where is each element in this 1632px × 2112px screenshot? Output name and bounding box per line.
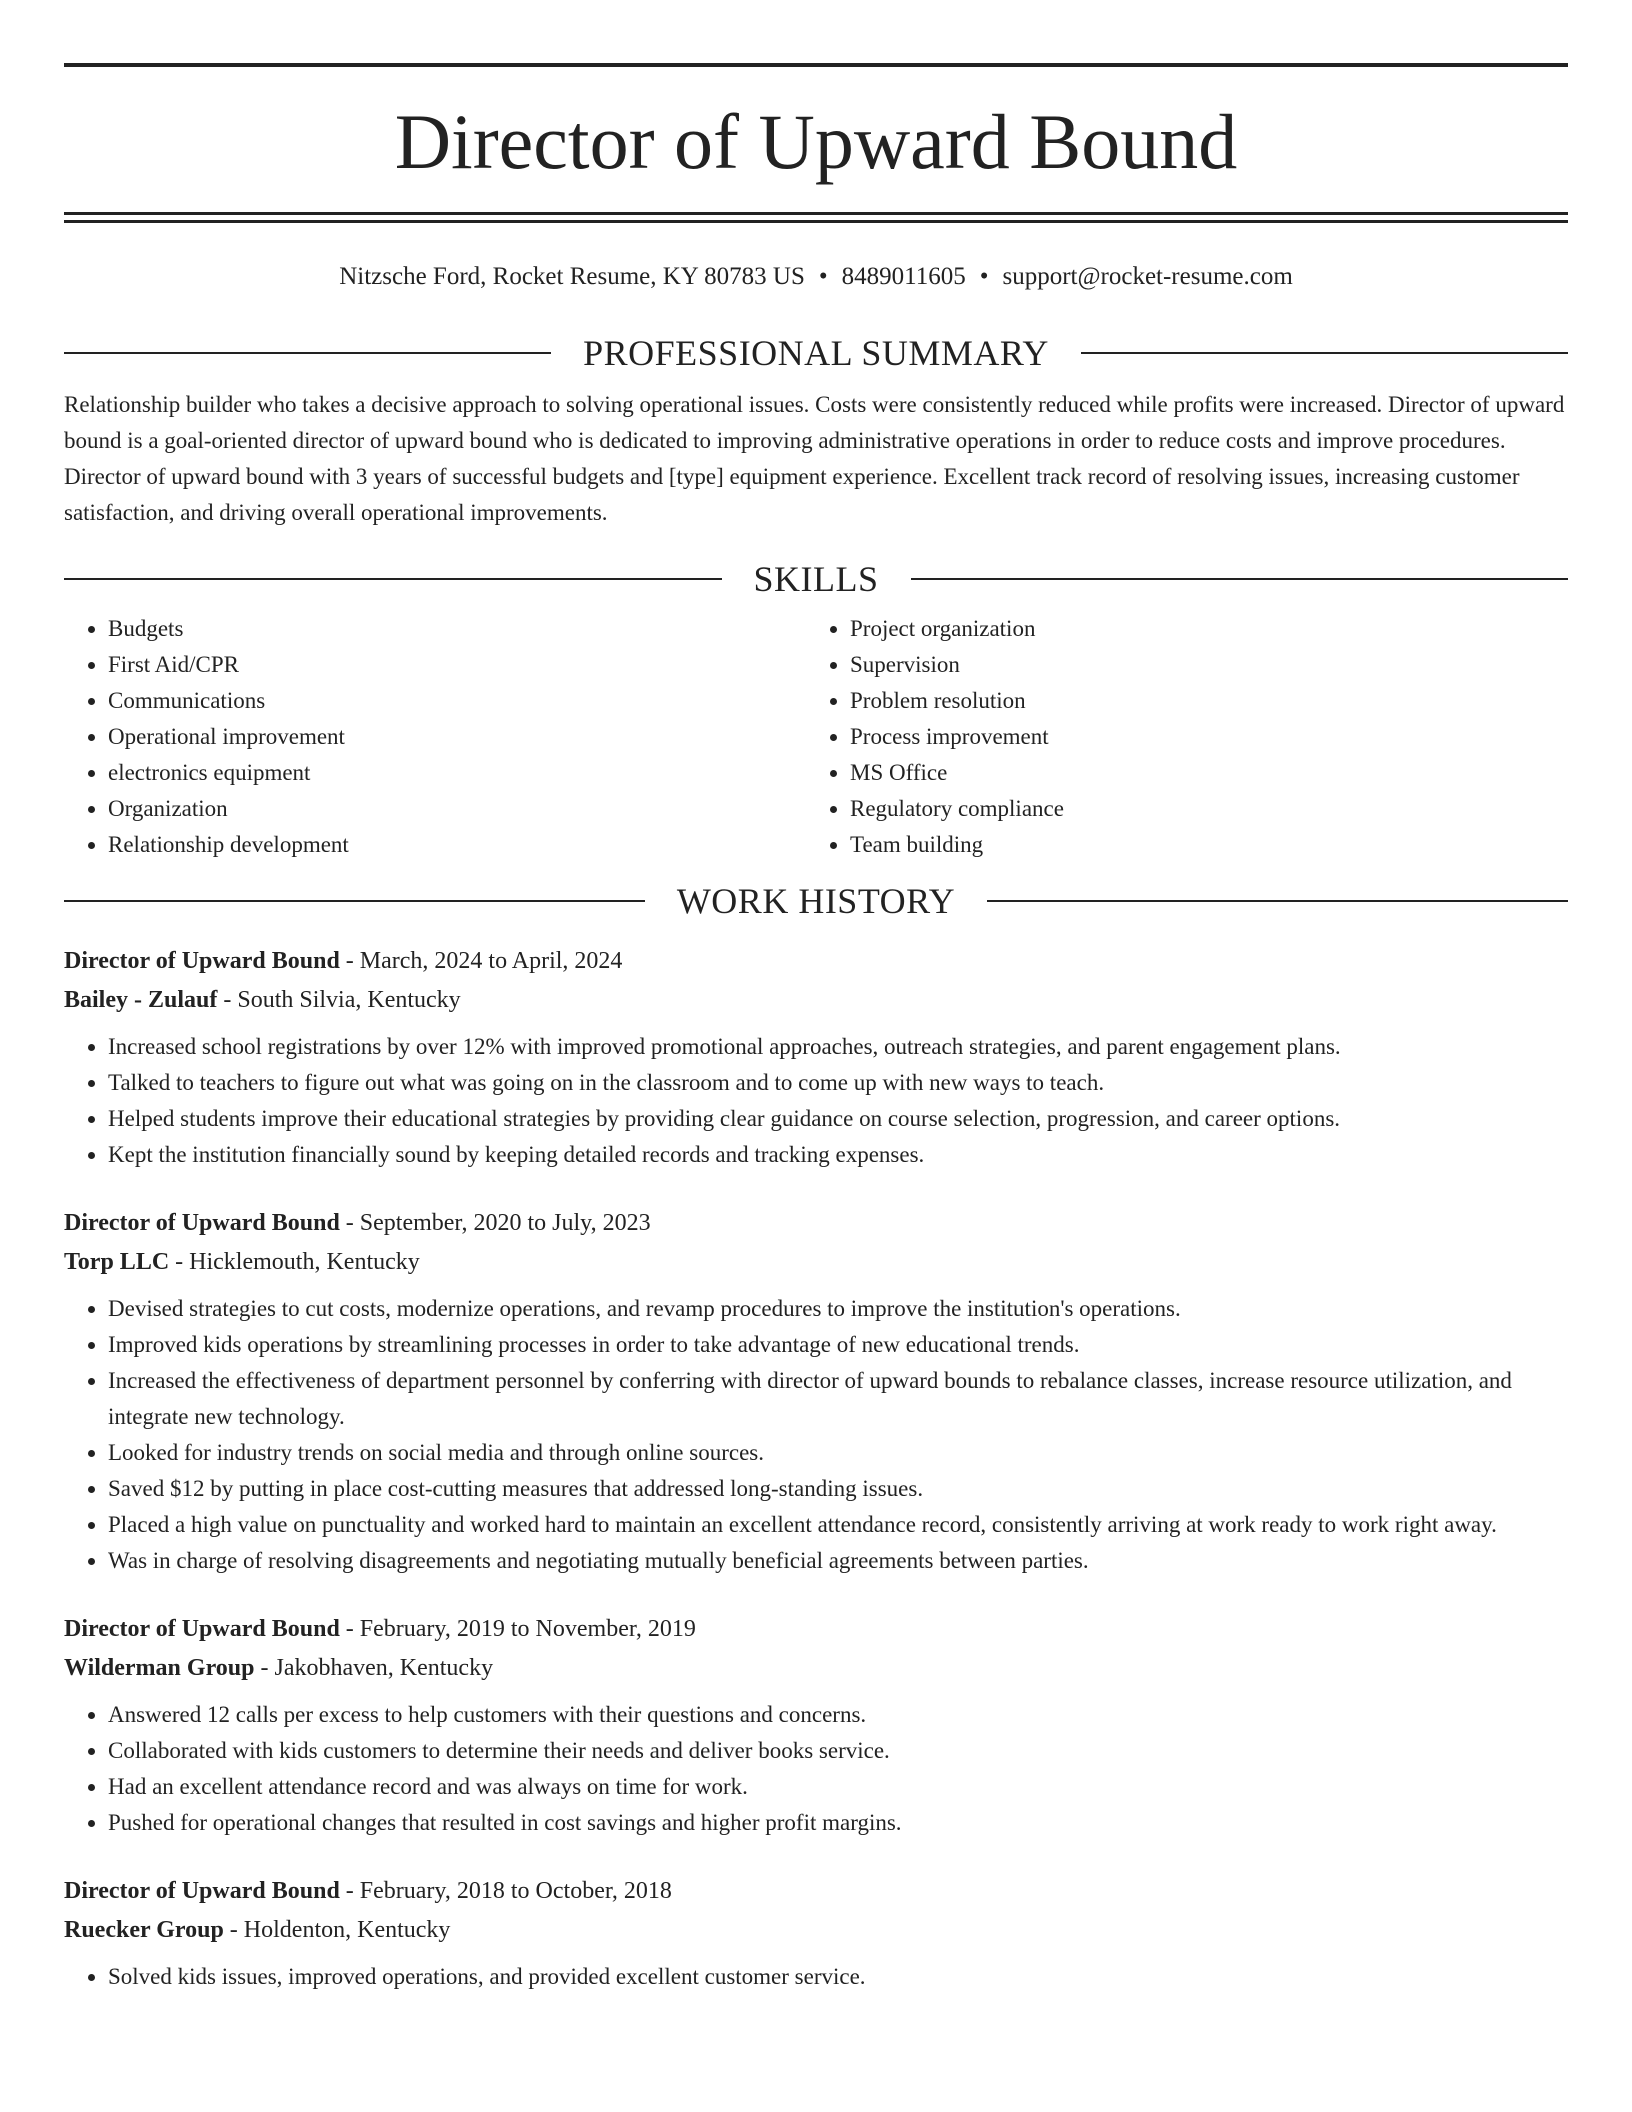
job-company-line	[64, 1243, 1568, 1281]
job-company: Bailey - Zulauf	[64, 987, 218, 1013]
job-company: Ruecker Group	[64, 1917, 224, 1943]
skill-item: • MS Office	[850, 755, 1548, 791]
job-bullets	[64, 1291, 1568, 1579]
job-location: - Hicklemouth, Kentucky	[169, 1249, 420, 1275]
section-title: PROFESSIONAL SUMMARY	[583, 333, 1049, 373]
contact-address: Nitzsche Ford, Rocket Resume, KY 80783 US	[339, 263, 805, 290]
summary-heading	[64, 333, 1568, 373]
contact-phone: 8489011605	[841, 263, 966, 290]
skills-list	[64, 611, 1568, 863]
job-entry	[64, 1203, 1568, 1579]
job-dates: - September, 2020 to July, 2023	[339, 1210, 651, 1236]
job-title: Director of Upward Bound	[64, 948, 340, 974]
job-bullet: • Pushed for operational changes that resulted in cost savings and higher profit margins.	[108, 1805, 1568, 1841]
skill-item: • Budgets	[108, 611, 806, 647]
job-title-line	[64, 1871, 1568, 1911]
summary-text: Relationship builder who takes a decisive approach to solving operational issues. Costs were consistently reduced while profits were increased. Director of upward bound is a goal-oriented director of upward bound who is dedicated to improving administrative operations in order to reduce costs and improve procedures. Director of upward bound with 3 years of successful budgets and [type] equipment experience. Excellent track record of resolving issues, increasing customer satisfaction, and driving overall operational improvements.	[64, 392, 1565, 525]
skill-item: • First Aid/CPR	[108, 647, 806, 683]
job-bullets	[64, 1697, 1568, 1841]
skills-heading	[64, 559, 1568, 599]
job-company: Torp LLC	[64, 1249, 170, 1275]
job-title-line	[64, 1609, 1568, 1649]
job-bullet: • Helped students improve their educational strategies by providing clear guidance on course selection, progression, and career options.	[108, 1101, 1568, 1137]
top-rule	[64, 63, 1568, 67]
skill-item: • Regulatory compliance	[850, 791, 1548, 827]
job-dates: - February, 2018 to October, 2018	[339, 1878, 672, 1904]
skill-item: • Problem resolution	[850, 683, 1548, 719]
job-bullet: • Improved kids operations by streamlining processes in order to take advantage of new educational trends.	[108, 1327, 1568, 1363]
skill-item: • electronics equipment	[108, 755, 806, 791]
job-bullet: • Answered 12 calls per excess to help customers with their questions and concerns.	[108, 1697, 1568, 1733]
job-location: - South Silvia, Kentucky	[217, 987, 461, 1013]
job-bullet: • Saved $12 by putting in place cost-cutting measures that addressed long-standing issues.	[108, 1471, 1568, 1507]
job-title: Director of Upward Bound	[64, 1616, 340, 1642]
contact-separator: •	[979, 263, 989, 290]
job-company-line	[64, 1911, 1568, 1949]
contact-separator: •	[818, 263, 828, 290]
job-bullets	[64, 1959, 1568, 1995]
job-dates: - March, 2024 to April, 2024	[339, 948, 623, 974]
job-bullets	[64, 1029, 1568, 1173]
job-entry	[64, 1871, 1568, 1995]
job-title-line	[64, 941, 1568, 981]
skill-item: • Team building	[850, 827, 1548, 863]
skill-item: • Process improvement	[850, 719, 1548, 755]
job-dates: - February, 2019 to November, 2019	[339, 1616, 696, 1642]
job-bullet: • Solved kids issues, improved operations, and provided excellent customer service.	[108, 1959, 1568, 1995]
job-bullet: • Collaborated with kids customers to determine their needs and deliver books service.	[108, 1733, 1568, 1769]
job-bullet: • Looked for industry trends on social media and through online sources.	[108, 1435, 1568, 1471]
job-entry	[64, 1609, 1568, 1841]
skills-column-left	[64, 611, 806, 863]
skill-item: • Operational improvement	[108, 719, 806, 755]
job-bullet: • Placed a high value on punctuality and worked hard to maintain an excellent attendance record, consistently arriving at work ready to work right away.	[108, 1507, 1568, 1543]
skill-item: • Relationship development	[108, 827, 806, 863]
job-bullet: • Had an excellent attendance record and was always on time for work.	[108, 1769, 1568, 1805]
skills-column-right	[806, 611, 1548, 863]
job-bullet: • Kept the institution financially sound by keeping detailed records and tracking expenses.	[108, 1137, 1568, 1173]
skill-item: • Communications	[108, 683, 806, 719]
job-location: - Jakobhaven, Kentucky	[254, 1655, 494, 1681]
job-company-line	[64, 981, 1568, 1019]
job-bullet: • Talked to teachers to figure out what was going on in the classroom and to come up with new ways to teach.	[108, 1065, 1568, 1101]
job-company: Wilderman Group	[64, 1655, 255, 1681]
contact-email: support@rocket-resume.com	[1002, 263, 1293, 290]
work-heading	[64, 881, 1568, 921]
contact-line	[64, 259, 1568, 295]
job-company-line	[64, 1649, 1568, 1687]
job-bullet: • Increased school registrations by over 12% with improved promotional approaches, outreach strategies, and parent engagement plans.	[108, 1029, 1568, 1065]
job-location: - Holdenton, Kentucky	[223, 1917, 451, 1943]
section-title: WORK HISTORY	[676, 881, 956, 921]
resume-page	[64, 0, 1568, 1995]
resume-name: Director of Upward Bound	[394, 98, 1238, 185]
job-title-line	[64, 1203, 1568, 1243]
job-bullet: • Was in charge of resolving disagreements and negotiating mutually beneficial agreements between parties.	[108, 1543, 1568, 1579]
job-entry	[64, 941, 1568, 1173]
section-title: SKILLS	[753, 559, 879, 599]
job-bullet: • Devised strategies to cut costs, modernize operations, and revamp procedures to improve the institution's operations.	[108, 1291, 1568, 1327]
skill-item: • Supervision	[850, 647, 1548, 683]
job-title: Director of Upward Bound	[64, 1878, 340, 1904]
double-rule	[64, 212, 1568, 223]
skill-item: • Project organization	[850, 611, 1548, 647]
skill-item: • Organization	[108, 791, 806, 827]
job-title: Director of Upward Bound	[64, 1210, 340, 1236]
job-bullet: • Increased the effectiveness of department personnel by conferring with director of upward bounds to rebalance classes, increase resource utilization, and integrate new technology.	[108, 1363, 1568, 1435]
